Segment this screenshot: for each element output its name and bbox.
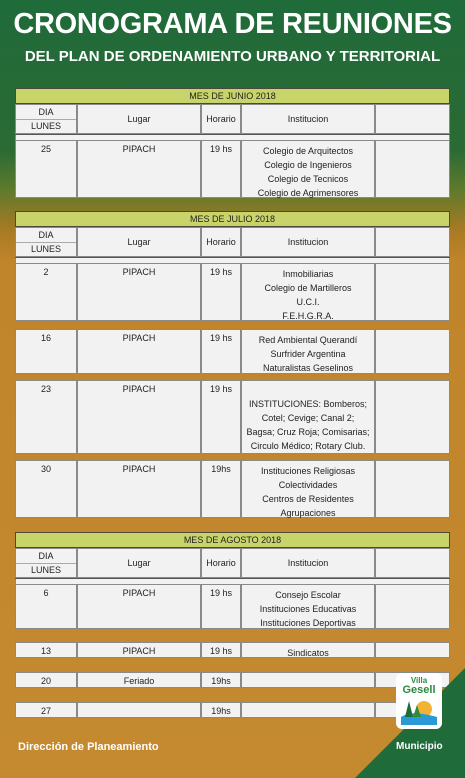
table-row [15, 460, 450, 518]
month-label: MES DE AGOSTO 2018 [15, 532, 450, 548]
horario-cell: 19hs [201, 702, 241, 718]
lugar-cell: PIPACH [77, 329, 201, 374]
institucion-cell: Sindicatos [241, 642, 375, 658]
dia-cell: 20 [15, 672, 77, 688]
horario-cell: 19hs [201, 460, 241, 518]
lugar-cell: PIPACH [77, 380, 201, 454]
lugar-cell: PIPACH [77, 460, 201, 518]
lugar-cell: PIPACH [77, 140, 201, 198]
logo-graphic-icon [399, 695, 439, 725]
lunes-header: LUNES [30, 565, 61, 576]
lugar-cell: PIPACH [77, 584, 201, 629]
dia-header: DIA [16, 549, 76, 564]
month-label: MES DE JUNIO 2018 [15, 88, 450, 104]
table-header [15, 227, 450, 258]
table-row [15, 140, 450, 198]
month-section-julio [15, 211, 450, 266]
villa-gesell-logo [396, 673, 442, 729]
lugar-cell: PIPACH [77, 263, 201, 321]
lunes-header: LUNES [30, 244, 61, 255]
table-row [15, 642, 450, 658]
table-row [15, 263, 450, 321]
page-title: CRONOGRAMA DE REUNIONES [13, 8, 452, 40]
lugar-header: Lugar [77, 104, 201, 134]
lugar-header: Lugar [77, 227, 201, 257]
horario-cell: 19hs [201, 672, 241, 688]
dia-cell: 16 [15, 329, 77, 374]
dia-cell: 23 [15, 380, 77, 454]
horario-cell: 19 hs [201, 380, 241, 454]
logo-text: Villa [410, 676, 428, 685]
horario-header: Horario [201, 104, 241, 134]
horario-cell: 19 hs [201, 642, 241, 658]
institucion-cell: INSTITUCIONES: Bomberos; Cotel; Cevige; Canal 2; Bagsa; Cruz Roja; Comisarias; Circulo Médico; Rotary Club. [241, 380, 375, 454]
footer-municipio: Municipio [396, 741, 443, 752]
lugar-cell [77, 702, 201, 718]
table-row [15, 380, 450, 454]
dia-cell: 2 [15, 263, 77, 321]
dia-header: DIA [16, 228, 76, 243]
lugar-cell: Feriado [77, 672, 201, 688]
horario-cell: 19 hs [201, 263, 241, 321]
table-row [15, 584, 450, 629]
month-label: MES DE JULIO 2018 [15, 211, 450, 227]
horario-cell: 19 hs [201, 140, 241, 198]
horario-header: Horario [201, 227, 241, 257]
lunes-header: LUNES [30, 121, 61, 132]
lugar-header: Lugar [77, 548, 201, 578]
horario-cell: 19 hs [201, 584, 241, 629]
institucion-cell: Colegio de Arquitectos Colegio de Ingenieros Colegio de Tecnicos Colegio de Agrimensores [241, 140, 375, 198]
logo-text: Gesell [402, 684, 436, 696]
institucion-header: Institucion [241, 104, 375, 134]
page-subtitle: DEL PLAN DE ORDENAMIENTO URBANO Y TERRITORIAL [24, 48, 441, 65]
institucion-cell: Consejo Escolar Instituciones Educativas Instituciones Deportivas [241, 584, 375, 629]
table-header [15, 548, 450, 579]
month-section-agosto [15, 532, 450, 587]
table-header [15, 104, 450, 135]
dia-cell: 6 [15, 584, 77, 629]
dia-header: DIA [16, 105, 76, 120]
horario-header: Horario [201, 548, 241, 578]
lugar-cell: PIPACH [77, 642, 201, 658]
dia-cell: 25 [15, 140, 77, 198]
footer-department: Dirección de Planeamiento [18, 741, 159, 753]
institucion-cell: Red Ambiental Querandí Surfrider Argentina Naturalistas Geselinos [241, 329, 375, 374]
institucion-header: Institucion [241, 227, 375, 257]
table-row [15, 329, 450, 374]
institucion-cell: Inmobiliarias Colegio de Martilleros U.C.I. F.E.H.G.R.A. [241, 263, 375, 321]
dia-cell: 13 [15, 642, 77, 658]
institucion-header: Institucion [241, 548, 375, 578]
horario-cell: 19 hs [201, 329, 241, 374]
dia-cell: 30 [15, 460, 77, 518]
dia-cell: 27 [15, 702, 77, 718]
institucion-cell: Instituciones Religiosas Colectividades Centros de Residentes Agrupaciones [241, 460, 375, 518]
month-section-junio [15, 88, 450, 143]
